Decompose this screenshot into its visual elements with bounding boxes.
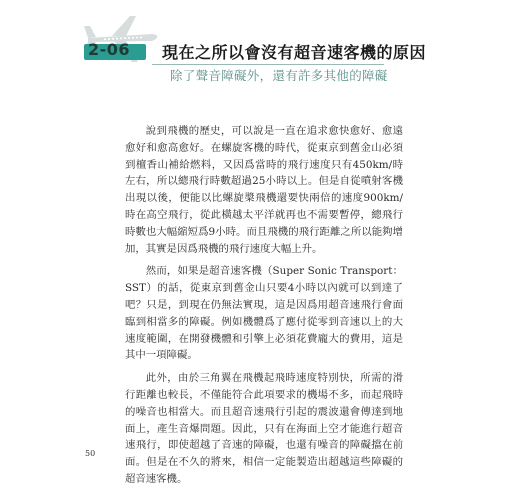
body-text (125, 123, 403, 494)
page-number: 50 (85, 449, 96, 458)
paragraph: 此外，由於三角翼在飛機起飛時速度特別快，所需的滑行距離也較長，不僅能符合此項要求的機場不多，而起飛時的噪音也相當大。而且超音速飛行引起的震波還會傳達到地面上，產生音爆問題。因此，只有在海面上空才能進行超音速飛行，即使超越了音速的障礙，也還有噪音的障礙擋在前面。但是在不久的將來，相信一定能製造出超越這些障礙的超音速客機。 (125, 372, 403, 485)
paragraph: 然而，如果是超音速客機（Super Sonic Transport：SST）的話，從東京到舊金山只要4小時以內就可以到達了吧？只是，到現在仍無法實現，這是因爲用超音速飛行會面臨到相當多的障礙。例如機體爲了應付從零到音速以上的大速度範圍，在開發機體和引擎上必須花費龐大的費用，這是其中一項障礙。 (125, 265, 403, 362)
section-title: 現在之所以會沒有超音速客機的原因 (162, 43, 427, 62)
paragraph: 說到飛機的歷史，可以說是一直在追求愈快愈好、愈遠愈好和愈高愈好。在螺旋客機的時代，從東京到舊金山必須到檀香山補給燃料，又因爲當時的飛行速度只有450km/時左右，所以總飛行時數超過25小時以上。但是自從噴射客機出現以後，便能以比螺旋槳飛機還要快兩倍的速度900km/時在高空飛行，從此橫越太平洋就再也不需要暫停，總飛行時數也大幅縮短爲9小時。而且飛機的飛行距離之所以能夠增加，其實是因爲飛機的飛行速度大幅上升。 (125, 125, 403, 255)
title-divider (152, 64, 384, 65)
section-subtitle: 除了聲音障礙外，還有許多其他的障礙 (170, 68, 388, 83)
section-number: 2-06 (88, 40, 131, 59)
